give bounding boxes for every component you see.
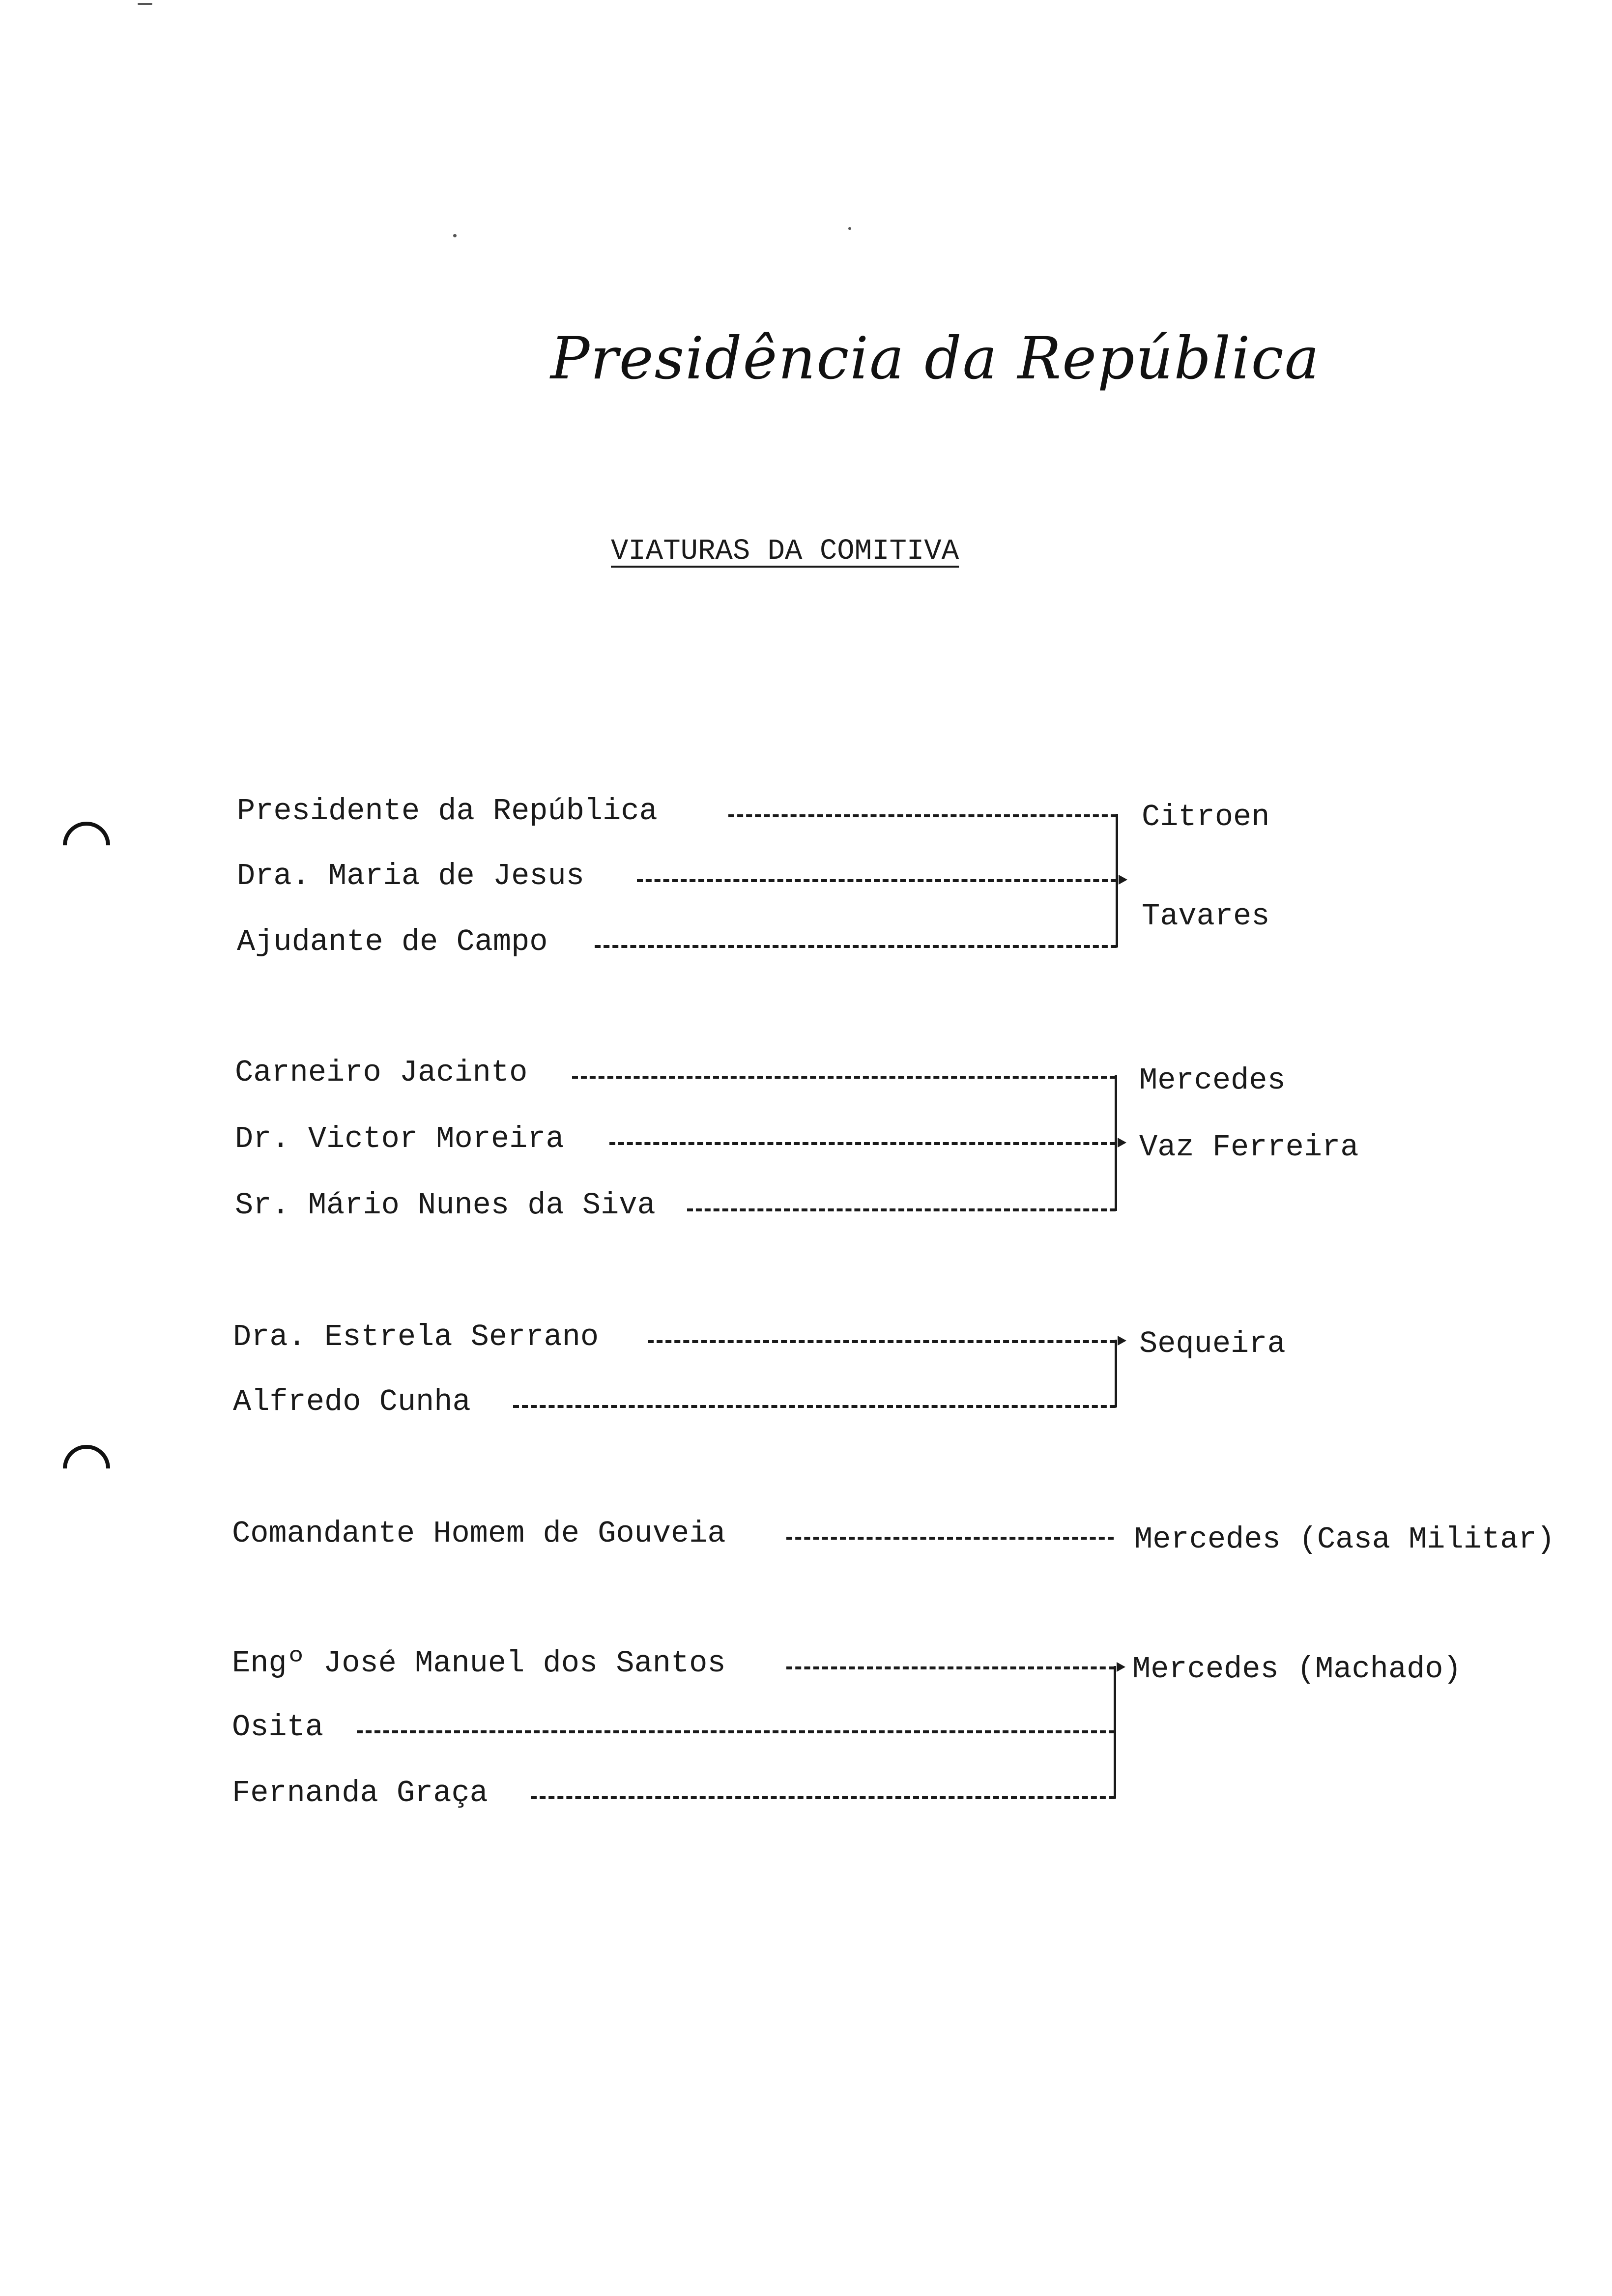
- vehicle-label: Mercedes (Casa Militar): [1134, 1522, 1555, 1557]
- punch-hole-mark-bottom: [53, 1435, 120, 1502]
- passenger-name: Ajudante de Campo: [237, 924, 548, 959]
- leader-line: [609, 1142, 1116, 1145]
- passenger-name: Engº José Manuel dos Santos: [232, 1646, 726, 1681]
- bracket-line: [1115, 1075, 1117, 1211]
- leader-line: [595, 945, 1117, 948]
- passenger-name: Comandante Homem de Gouveia: [232, 1516, 726, 1551]
- leader-line: [531, 1796, 1115, 1799]
- leader-line: [786, 1666, 1115, 1669]
- passenger-name: Sr. Mário Nunes da Siva: [235, 1188, 656, 1223]
- punch-hole-mark-top: [53, 812, 120, 879]
- leader-line: [637, 879, 1117, 882]
- arrow-right-icon: [1118, 1336, 1126, 1346]
- arrow-right-icon: [1117, 1662, 1125, 1672]
- page-title: VIATURAS DA COMITIVA: [611, 535, 959, 568]
- leader-line: [728, 814, 1117, 817]
- scan-speck: [848, 227, 851, 230]
- bracket-line: [1116, 814, 1118, 947]
- driver-label: Vaz Ferreira: [1139, 1130, 1359, 1165]
- arrow-right-icon: [1119, 875, 1127, 885]
- passenger-name: Carneiro Jacinto: [235, 1055, 528, 1090]
- leader-line: [357, 1730, 1115, 1733]
- vehicle-label: Citroen: [1142, 800, 1270, 834]
- passenger-name: Alfredo Cunha: [233, 1384, 471, 1419]
- vehicle-label: Mercedes (Machado): [1132, 1652, 1462, 1687]
- letterhead: Presidência da República: [550, 324, 1321, 392]
- scan-speck: [138, 3, 152, 5]
- passenger-name: Presidente da República: [237, 794, 658, 829]
- vehicle-label: Sequeira: [1139, 1326, 1286, 1361]
- leader-line: [513, 1405, 1116, 1408]
- scan-speck: [453, 234, 457, 237]
- arrow-right-icon: [1118, 1138, 1126, 1148]
- leader-line: [786, 1537, 1114, 1540]
- passenger-name: Osita: [232, 1710, 324, 1745]
- leader-line: [648, 1340, 1116, 1343]
- passenger-name: Dr. Victor Moreira: [235, 1121, 564, 1156]
- passenger-name: Fernanda Graça: [232, 1776, 488, 1810]
- bracket-line: [1114, 1666, 1116, 1799]
- leader-line: [687, 1208, 1116, 1211]
- leader-line: [572, 1076, 1116, 1079]
- passenger-name: Dra. Maria de Jesus: [237, 859, 584, 893]
- bracket-line: [1115, 1340, 1117, 1407]
- passenger-name: Dra. Estrela Serrano: [233, 1320, 599, 1354]
- driver-label: Tavares: [1142, 899, 1270, 934]
- vehicle-label: Mercedes: [1139, 1063, 1286, 1098]
